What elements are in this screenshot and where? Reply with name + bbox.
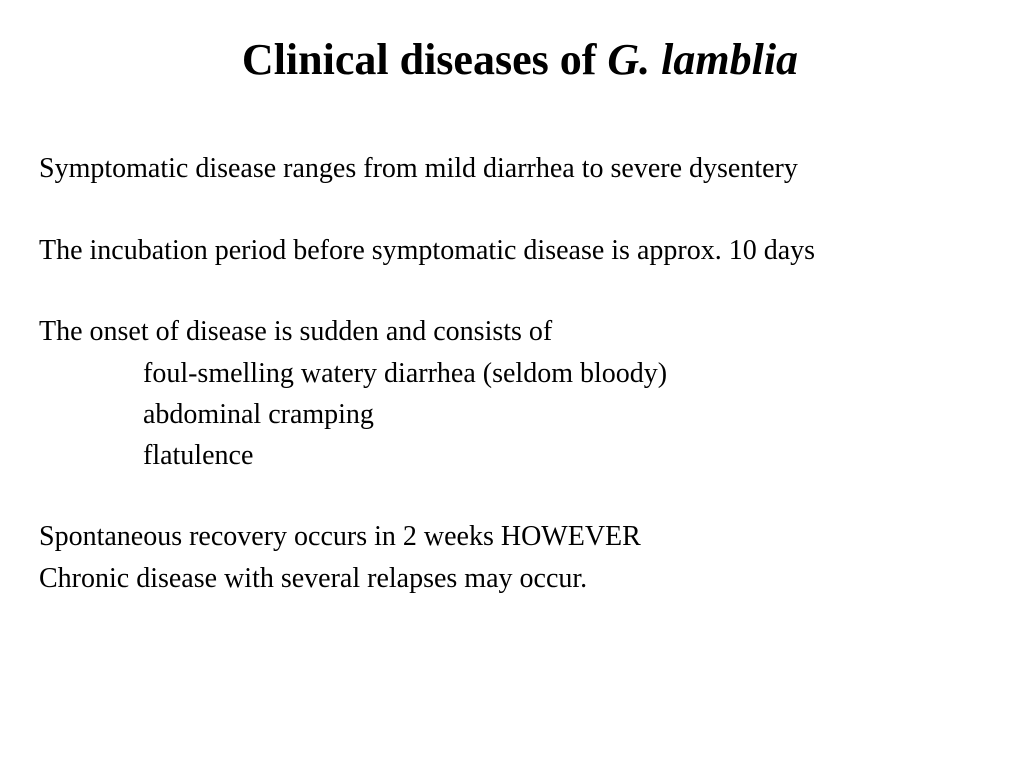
title-plain-text: Clinical diseases of bbox=[241, 35, 608, 84]
recovery-paragraph: Spontaneous recovery occurs in 2 weeks HOWEVER bbox=[39, 521, 641, 552]
onset-item-flatulence: flatulence bbox=[143, 440, 254, 471]
chronic-paragraph: Chronic disease with several relapses may occur. bbox=[39, 563, 588, 594]
onset-item-diarrhea: foul-smelling watery diarrhea (seldom bloody) bbox=[143, 358, 668, 389]
slide-title bbox=[0, 30, 1024, 90]
symptomatic-paragraph: Symptomatic disease ranges from mild diarrhea to severe dysentery bbox=[39, 153, 798, 184]
title-organism-name: G. lamblia bbox=[607, 35, 799, 84]
onset-item-cramping: abdominal cramping bbox=[143, 399, 374, 430]
onset-paragraph: The onset of disease is sudden and consists of bbox=[39, 316, 553, 347]
incubation-paragraph: The incubation period before symptomatic disease is approx. 10 days bbox=[39, 235, 816, 266]
